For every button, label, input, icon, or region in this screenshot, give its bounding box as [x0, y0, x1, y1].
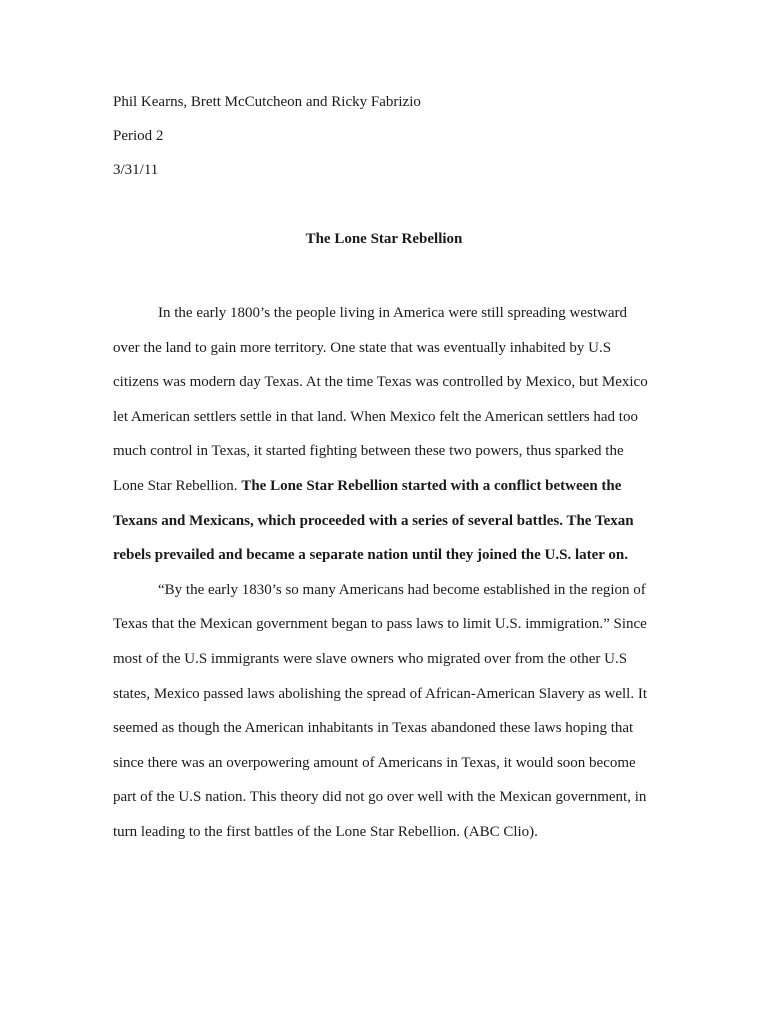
text-line: turn leading to the first battles of the Lone Star Rebellion. (ABC Clio).	[113, 823, 538, 840]
thesis-line	[113, 504, 656, 539]
thesis-statement-text: rebels prevailed and became a separate nation until they joined the U.S. later on.	[113, 547, 628, 564]
text-line: states, Mexico passed laws abolishing the spread of African-American Slavery as well. It	[113, 685, 648, 702]
text-line: citizens was modern day Texas. At the time Texas was controlled by Mexico, but Mexico	[113, 374, 648, 391]
author-names: Phil Kearns, Brett McCutcheon and Ricky Fabrizio	[113, 94, 421, 110]
text-line: In the early 1800’s the people living in America were still spreading westward	[158, 305, 628, 321]
text-line: part of the U.S nation. This theory did not go over well with the Mexican government, in	[113, 789, 647, 806]
essay-date: 3/31/11	[113, 162, 159, 178]
text-line: Texas that the Mexican government began to pass laws to limit U.S. immigration.” Since	[113, 616, 647, 633]
text-line: “By the early 1830’s so many Americans had become established in the region of	[158, 581, 646, 598]
text-line: let American settlers settle in that land. When Mexico felt the American settlers had too	[113, 408, 638, 425]
class-period: Period 2	[113, 128, 164, 144]
text-line: much control in Texas, it started fighting between these two powers, thus sparked the	[113, 443, 624, 460]
thesis-statement-start: The Lone Star Rebellion started with a conflict between the	[241, 477, 622, 494]
text-line: since there was an overpowering amount of Americans in Texas, it would soon become	[113, 754, 636, 771]
text-line: most of the U.S immigrants were slave owners who migrated over from the other U.S	[113, 650, 628, 667]
text-line	[113, 469, 656, 504]
text-line: seemed as though the American inhabitants in Texas abandoned these laws hoping that	[113, 720, 634, 737]
paragraph-1	[113, 296, 656, 573]
text-segment: Lone Star Rebellion.	[113, 477, 242, 494]
thesis-statement-text: Texans and Mexicans, which proceeded with a series of several battles. The Texan	[113, 512, 634, 529]
essay-body	[113, 296, 656, 850]
thesis-line	[113, 538, 656, 573]
paragraph-2	[113, 573, 656, 850]
essay-title: The Lone Star Rebellion	[305, 231, 463, 247]
text-line: over the land to gain more territory. One state that was eventually inhabited by U.S	[113, 339, 612, 356]
